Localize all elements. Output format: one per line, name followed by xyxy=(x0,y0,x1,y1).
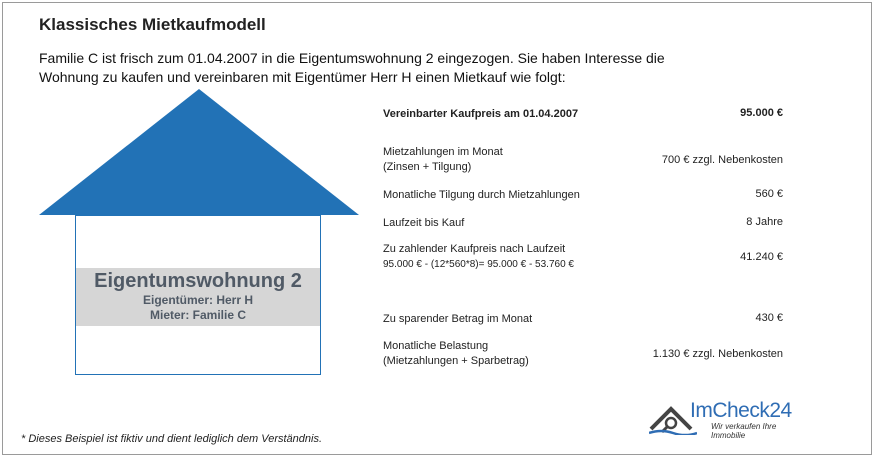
row-label-line-1: Monatliche Belastung xyxy=(383,340,489,352)
row-label-line-2: (Mietzahlungen + Sparbetrag) xyxy=(383,355,529,367)
imcheck24-logo xyxy=(649,399,809,440)
row-value: 41.240 € xyxy=(740,251,783,263)
apartment-label xyxy=(76,268,320,326)
logo-tagline: Wir verkaufen Ihre Immobilie xyxy=(711,422,777,440)
row-label-line-1: Zu zahlender Kaufpreis nach Laufzeit xyxy=(383,243,566,255)
row-value: 700 € zzgl. Nebenkosten xyxy=(661,154,783,166)
intro-line-1: Familie C ist frisch zum 01.04.2007 in die Eigentumswohnung 2 eingezogen. Sie haben Interesse die xyxy=(39,50,665,66)
apartment-owner: Eigentümer: Herr H xyxy=(142,293,254,307)
house-illustration xyxy=(39,89,359,379)
row-value: 95.000 € xyxy=(740,107,783,119)
row-label: Laufzeit bis Kauf xyxy=(383,217,465,229)
row-label-line-2: 95.000 € - (12*560*8)= 95.000 € - 53.760 € xyxy=(383,259,574,270)
apartment-tenant: Mieter: Familie C xyxy=(149,308,247,322)
row-value: 1.130 € zzgl. Nebenkosten xyxy=(652,348,783,360)
row-label: Zu sparender Betrag im Monat xyxy=(383,313,533,325)
house-body xyxy=(75,215,321,375)
page-title: Klassisches Mietkaufmodell xyxy=(39,15,266,34)
intro-line-2: Wohnung zu kaufen und vereinbaren mit Eigentümer Herr H einen Mietkauf wie folgt: xyxy=(39,69,566,85)
row-label: Vereinbarter Kaufpreis am 01.04.2007 xyxy=(383,108,579,120)
row-value: 8 Jahre xyxy=(746,216,783,228)
row-value: 430 € xyxy=(755,312,783,324)
document-frame xyxy=(2,2,872,455)
intro-text xyxy=(39,49,759,87)
row-label-line-2: (Zinsen + Tilgung) xyxy=(383,161,472,173)
row-value: 560 € xyxy=(755,188,783,200)
house-roof xyxy=(39,89,359,215)
row-label: Monatliche Tilgung durch Mietzahlungen xyxy=(383,189,580,201)
logo-wordmark: ImCheck24 xyxy=(690,399,792,422)
apartment-name: Eigentumswohnung 2 xyxy=(94,270,302,292)
footnote: * Dieses Beispiel ist fiktiv und dient lediglich dem Verständnis. xyxy=(21,433,323,445)
row-label-line-1: Mietzahlungen im Monat xyxy=(383,146,503,158)
